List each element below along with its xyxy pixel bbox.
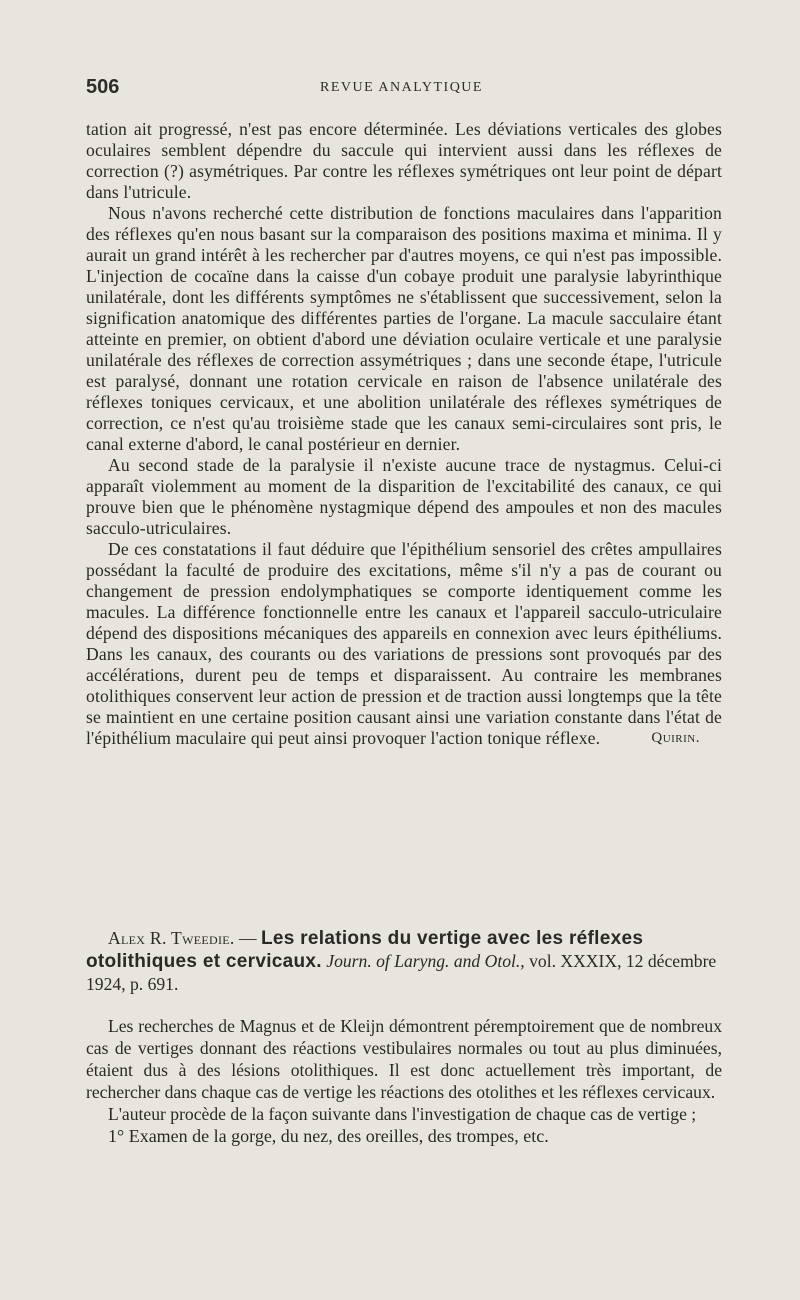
reviewer-signature: Quirin. <box>651 730 700 746</box>
list-item: 1° Examen de la gorge, du nez, des oreilles, des trompes, etc. <box>108 1126 549 1146</box>
bibliographic-reference <box>86 927 722 995</box>
paragraph: L'auteur procède de la façon suivante dans l'investigation de chaque cas de vertige ; <box>108 1104 697 1124</box>
article-title: Les relations du vertige avec les réflexes otolithiques et cervicaux. <box>86 928 644 972</box>
second-review-body <box>86 1015 722 1147</box>
paragraph: De ces constatations il faut déduire que l'épithélium sensoriel des crêtes ampullaires possédant la faculté de produire des excitations, même s'il n'y a pas de courant ou changement de pression endolymphatiques se comporte identiquement comme les macules. La différence fonctionnelle entre les canaux et l'appareil sacculo-utriculaire dépend des dispositions mécaniques des appareils en connexion avec leurs épithéliums. Dans les canaux, des courants ou des variations de pressions sont provoqués par des accélérations, durent peu de temps et disparaissent. Au contraire les membranes otolithiques conservent leur action de pression et de traction aussi longtemps que la tête se maintient en une certaine position causant ainsi une variation constante dans l'état de l'épithélium maculaire qui peut ainsi provoquer l'action tonique réflexe. <box>86 539 722 748</box>
paragraph: Les recherches de Magnus et de Kleijn démontrent péremptoirement que de nombreux cas de vertiges donnant des réactions vestibulaires normales ou tout au plus diminuées, étaient dus à des lésions otolithiques. Il est donc actuellement très important, de rechercher dans chaque cas de vertige les réactions des otolithes et les réflexes cervicaux. <box>86 1016 722 1102</box>
article-author: Alex R. Tweedie. <box>108 928 235 948</box>
citation-details: vol. XXXIX, 12 décembre 1924, p. 691. <box>86 951 717 994</box>
running-head: REVUE ANALYTIQUE <box>320 80 483 95</box>
second-review <box>86 927 722 1147</box>
page-number: 506 <box>86 76 120 98</box>
dash-separator: — <box>234 928 261 948</box>
first-review-body <box>86 119 722 749</box>
page-header <box>86 76 722 104</box>
journal-name: Journ. of Laryng. and Otol., <box>326 951 525 971</box>
paragraph: tation ait progressé, n'est pas encore déterminée. Les déviations verticales des globes oculaires semblent dépendre du saccule qui intervient aussi dans les réflexes de correction (?) asymétriques. Par contre les réflexes symétriques ont leur point de départ dans l'utricule. <box>86 119 722 202</box>
paragraph: Au second stade de la paralysie il n'existe aucune trace de nystagmus. Celui-ci apparaît violemment au moment de la disparition de l'excitabilité des canaux, ce qui prouve bien que le phénomène nystagmique dépend des ampoules et non des macules sacculo-utriculaires. <box>86 455 722 538</box>
paragraph: Nous n'avons recherché cette distribution de fonctions maculaires dans l'apparition des réflexes qu'en nous basant sur la comparaison des positions maxima et minima. Il y aurait un grand intérêt à les rechercher par d'autres moyens, ce qui n'est pas impossible. L'injection de cocaïne dans la caisse d'un cobaye produit une paralysie labyrinthique unilatérale, dont les différents symptômes ne s'établissent que successivement, selon la signification anatomique des différentes parties de l'organe. La macule sacculaire étant atteinte en premier, on obtient d'abord une déviation oculaire verticale et une paralysie unilatérale des réflexes de correction assymétriques ; dans une seconde étape, l'utricule est paralysé, donnant une rotation cervicale en raison de l'absence unilatérale des réflexes toniques cervicaux, et une abolition unilatérale des réflexes symétriques de correction, ce n'est qu'au troisième stade que les canaux semi-circulaires sont pris, le canal externe d'abord, le canal postérieur en dernier. <box>86 203 722 454</box>
